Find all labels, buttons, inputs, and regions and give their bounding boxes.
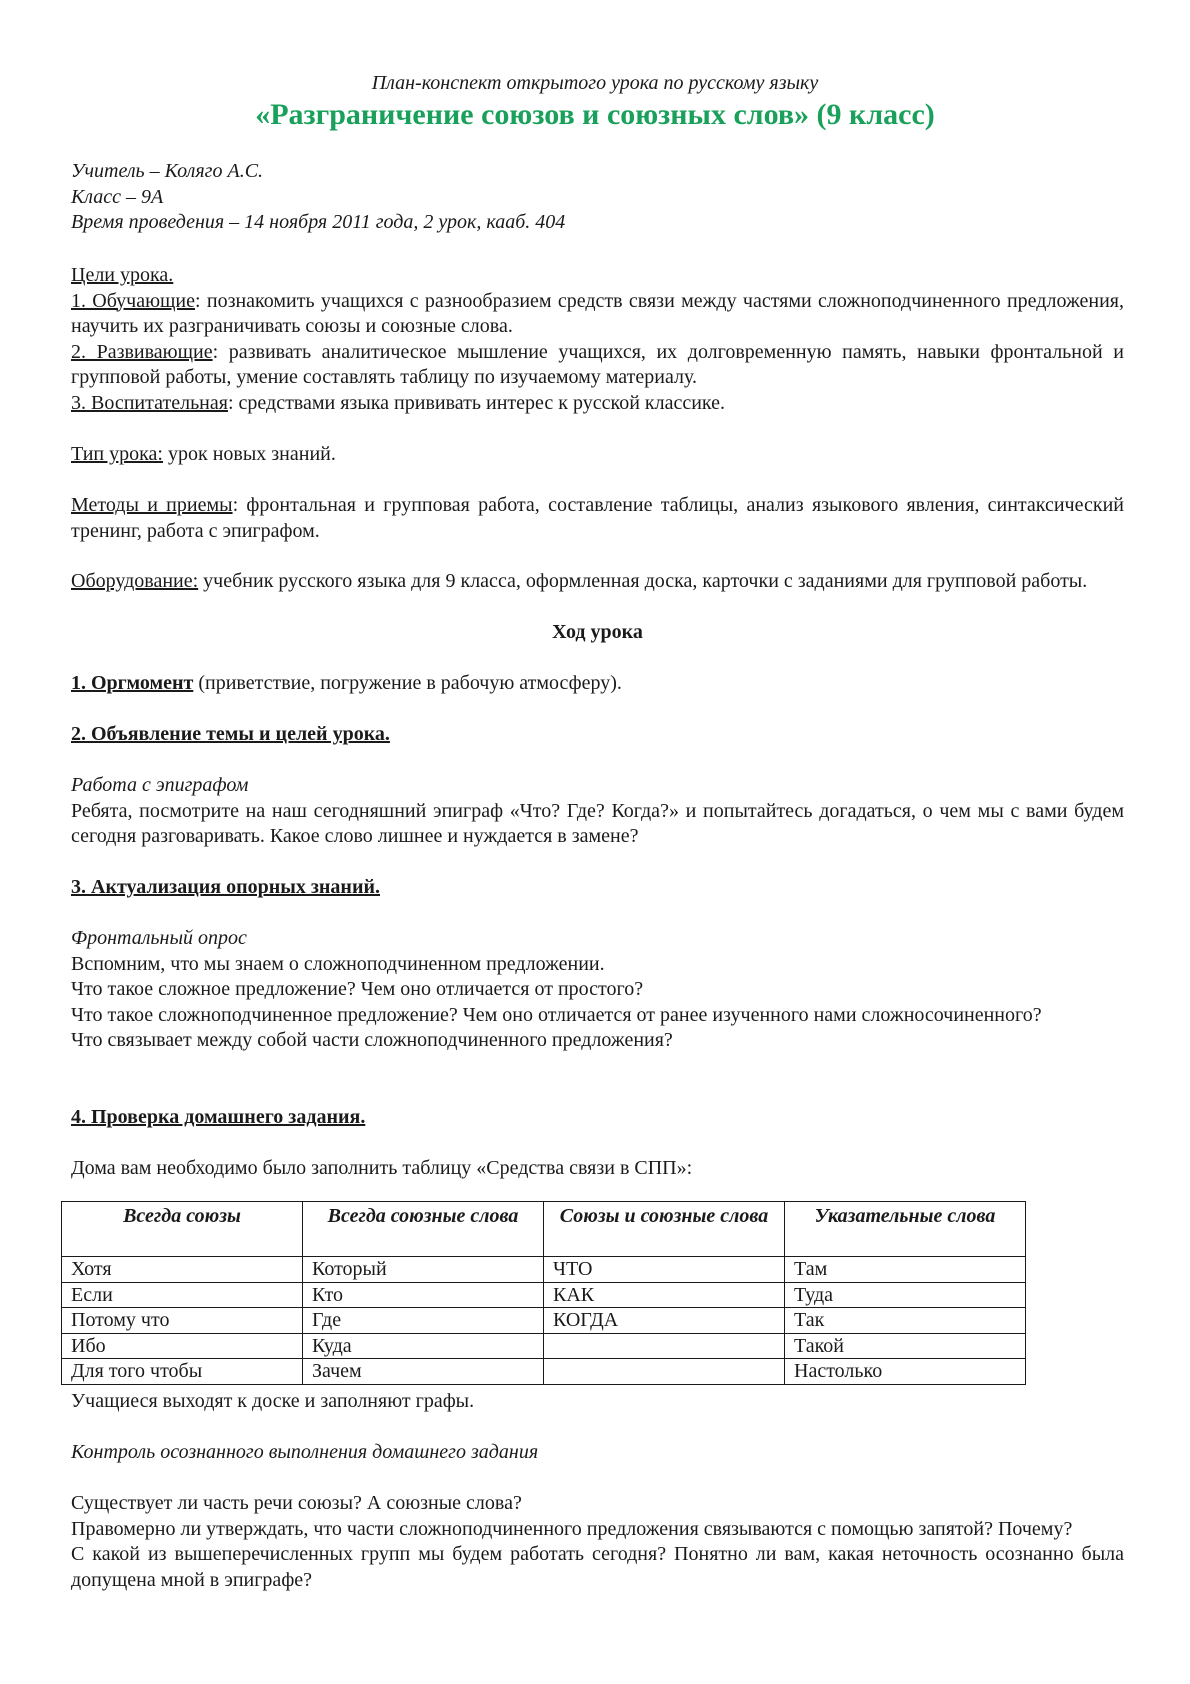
goal-2-label: 2. Развивающие	[71, 340, 213, 363]
goal-2-text: : развивать аналитическое мышление учащихся, их долговременную память, навыки фронтальной и групповой работы, умение составлять таблицу по изучаемому материалу.	[71, 340, 1124, 388]
table-cell: КАК	[544, 1282, 785, 1308]
table-cell: Ибо	[62, 1333, 303, 1359]
control-q2: Правомерно ли утверждать, что части сложноподчиненного предложения связываются с помощью запятой? Почему?	[71, 1517, 1073, 1540]
table-row	[62, 1359, 1026, 1385]
course-heading: Ход урока	[552, 621, 643, 643]
table-row	[62, 1257, 1026, 1283]
section-1-text: (приветствие, погружение в рабочую атмосферу).	[193, 672, 622, 694]
section-4-heading: 4. Проверка домашнего задания.	[71, 1106, 366, 1128]
table-cell: ЧТО	[544, 1257, 785, 1283]
table-cell: Где	[303, 1308, 544, 1334]
table-cell: Так	[785, 1308, 1026, 1334]
teacher-line: Учитель – Коляго А.С.	[71, 160, 264, 182]
table-header-cell: Союзы и союзные слова	[544, 1202, 785, 1257]
epigraph-label: Работа с эпиграфом	[71, 774, 249, 796]
table-header-cell: Всегда союзные слова	[303, 1202, 544, 1257]
goal-3	[71, 391, 1124, 417]
class-line: Класс – 9А	[71, 185, 164, 208]
table-cell: Там	[785, 1257, 1026, 1283]
table-cell	[544, 1333, 785, 1359]
equipment-label: Оборудование:	[71, 570, 199, 592]
table-cell: Куда	[303, 1333, 544, 1359]
goal-2	[71, 340, 1124, 391]
equipment	[71, 569, 1124, 595]
equipment-text: учебник русского языка для 9 класса, оформленная доска, карточки с заданиями для групповой работы.	[198, 570, 1088, 592]
table-cell: Туда	[785, 1282, 1026, 1308]
control-questions	[71, 1491, 1124, 1593]
survey-block	[71, 926, 1124, 1054]
survey-q4: Что связывает между собой части сложноподчиненного предложения?	[71, 1029, 673, 1051]
table-row	[62, 1333, 1026, 1359]
goals-heading: Цели урока.	[71, 264, 174, 286]
table-cell	[544, 1359, 785, 1385]
section-3-heading: 3. Актуализация опорных знаний.	[71, 876, 381, 898]
survey-q3: Что такое сложноподчиненное предложение? Чем оно отличается от ранее изученного нами сложносочиненного?	[71, 1003, 1042, 1026]
links-table	[61, 1201, 1026, 1385]
goal-3-text: : средствами языка прививать интерес к русской классике.	[227, 391, 726, 414]
table-cell: Зачем	[303, 1359, 544, 1385]
control-q3: С какой из вышеперечисленных групп мы будем работать сегодня? Понятно ли вам, какая неточность осознанно была допущена мной в эпиграфе?	[71, 1543, 1124, 1591]
goal-3-label: 3. Воспитательная	[71, 391, 228, 414]
document-subtitle: План-конспект открытого урока по русскому языку	[371, 72, 819, 94]
table-cell: Кто	[303, 1282, 544, 1308]
table-header-cell: Всегда союзы	[62, 1202, 303, 1257]
control-label: Контроль осознанного выполнения домашнего задания	[71, 1441, 539, 1463]
goal-1-text: : познакомить учащихся с разнообразием средств связи между частями сложноподчиненного предложения, научить их разграничивать союзы и союзные слова.	[71, 289, 1124, 337]
goals-section	[71, 263, 1124, 416]
survey-q2: Что такое сложное предложение? Чем оно отличается от простого?	[71, 978, 644, 1000]
document-title: «Разграничение союзов и союзных слов» (9 класс)	[255, 98, 935, 131]
survey-label: Фронтальный опрос	[71, 927, 247, 949]
table-cell: Который	[303, 1257, 544, 1283]
section-2-heading: 2. Объявление темы и целей урока.	[71, 723, 390, 745]
epigraph-block	[71, 773, 1124, 850]
table-cell: Если	[62, 1282, 303, 1308]
table-header-row	[62, 1202, 1026, 1257]
after-table-note: Учащиеся выходят к доске и заполняют графы.	[71, 1390, 475, 1412]
section-1-label: 1. Оргмомент	[71, 672, 194, 694]
table-header-cell: Указательные слова	[785, 1202, 1026, 1257]
table-cell: Потому что	[62, 1308, 303, 1334]
table-cell: Такой	[785, 1333, 1026, 1359]
lesson-type	[71, 442, 1124, 468]
table-cell: Настолько	[785, 1359, 1026, 1385]
table-cell: Для того чтобы	[62, 1359, 303, 1385]
table-cell: Хотя	[62, 1257, 303, 1283]
methods	[71, 493, 1124, 544]
table-row	[62, 1308, 1026, 1334]
goal-1	[71, 289, 1124, 340]
epigraph-text: Ребята, посмотрите на наш сегодняшний эпиграф «Что? Где? Когда?» и попытайтесь догадаться, о чем мы с вами будем сегодня разговаривать. Какое слово лишнее и нуждается в замене?	[71, 799, 1124, 847]
lesson-info	[71, 159, 1124, 236]
table-cell: КОГДА	[544, 1308, 785, 1334]
methods-text: : фронтальная и групповая работа, составление таблицы, анализ языкового явления, синтаксический тренинг, работа с эпиграфом.	[71, 494, 1124, 542]
time-line: Время проведения – 14 ноября 2011 года, 2 урок, кааб. 404	[71, 211, 566, 233]
methods-label: Методы и приемы	[71, 494, 233, 516]
lesson-type-label: Тип урока:	[71, 443, 163, 465]
survey-q1: Вспомним, что мы знаем о сложноподчиненном предложении.	[71, 952, 605, 975]
homework-intro: Дома вам необходимо было заполнить таблицу «Средства связи в СПП»:	[71, 1157, 693, 1179]
goal-1-label: 1. Обучающие	[71, 289, 196, 312]
section-1	[71, 671, 1124, 697]
table-row	[62, 1282, 1026, 1308]
control-q1: Существует ли часть речи союзы? А союзные слова?	[71, 1492, 522, 1514]
lesson-type-text: урок новых знаний.	[162, 443, 336, 465]
